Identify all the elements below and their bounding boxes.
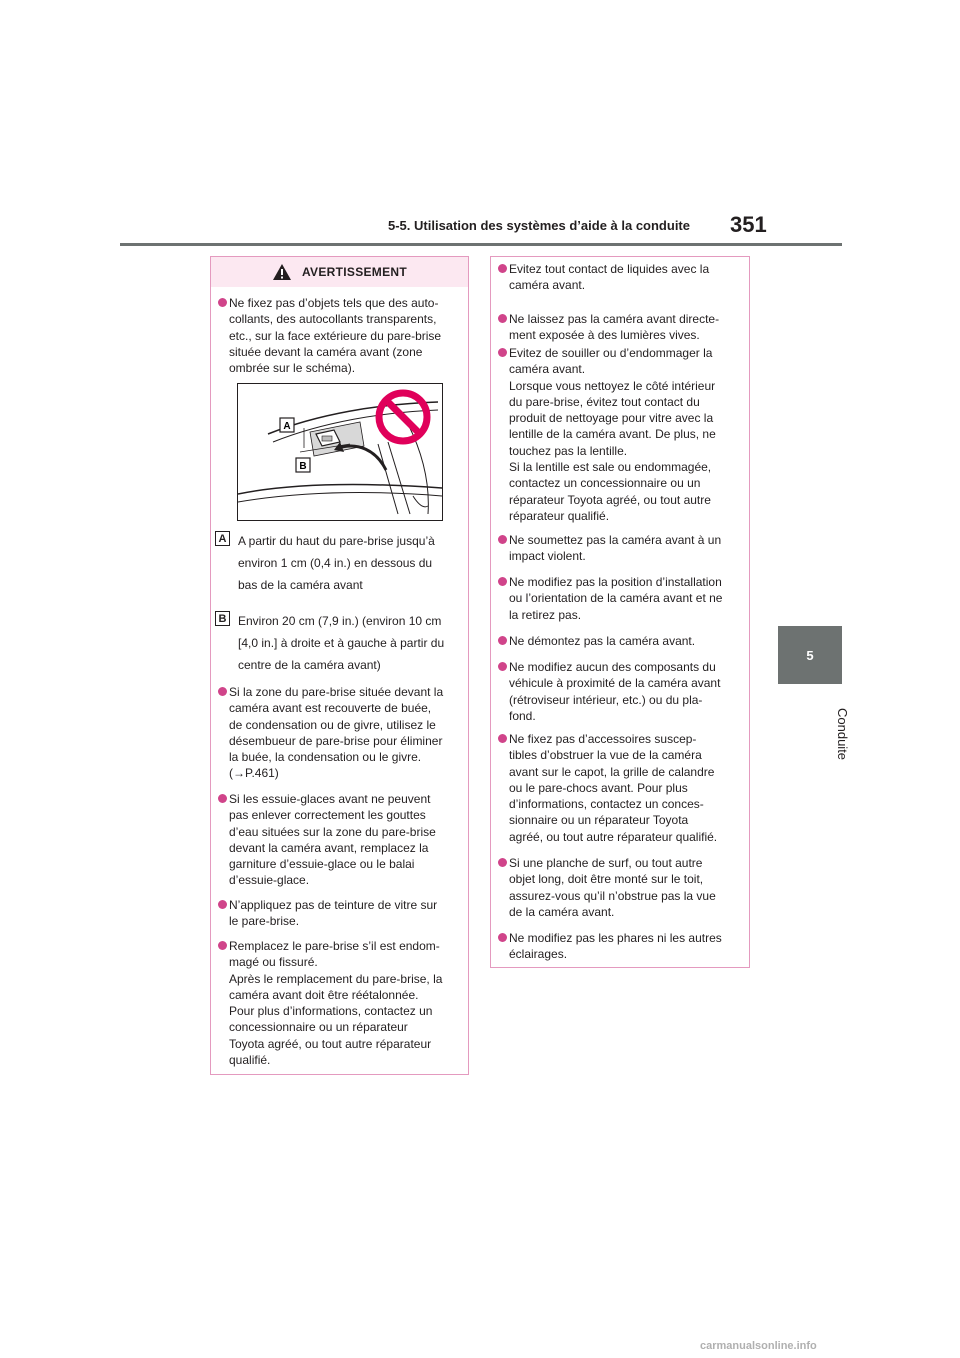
- bullet-icon: [218, 794, 227, 803]
- bullet-icon: [218, 298, 227, 307]
- warning-triangle-icon: [272, 263, 292, 281]
- chapter-tab[interactable]: [778, 626, 842, 684]
- list-item: [498, 261, 743, 294]
- bullet-icon: [498, 933, 507, 942]
- list-item: [498, 345, 743, 524]
- list-item: [218, 684, 463, 782]
- legend-badge: B: [215, 611, 230, 626]
- item-text: N’appliquez pas de teinture de vitre sur le pare-brise.: [229, 898, 438, 929]
- warning-box-left: [210, 256, 469, 1075]
- item-text: Ne modifiez pas la position d’installation ou l’orientation de la caméra avant et ne la retirez pas.: [509, 575, 723, 622]
- list-item: [218, 938, 463, 1068]
- item-text: Ne modifiez pas les phares ni les autres éclairages.: [509, 931, 722, 962]
- bullet-icon: [498, 636, 507, 645]
- list-item: [498, 930, 743, 963]
- header-rule: [120, 243, 842, 246]
- legend-text: Environ 20 cm (7,9 in.) (environ 10 cm [4,0 in.] à droite et à gauche à partir du centre de la caméra avant): [238, 614, 445, 672]
- warning-header: [211, 257, 468, 287]
- bullet-icon: [498, 264, 507, 273]
- list-item: [218, 791, 463, 889]
- bullet-icon: [218, 900, 227, 909]
- list-item: [498, 633, 743, 649]
- item-text: Evitez de souiller ou d’endommager la caméra avant. Lorsque vous nettoyez le côté intérieur du pare-brise, évitez tout contact du produit de nettoyage pour vitre avec la lentille de la caméra avant. De plus, ne touchez pas la lentille. Si la lentille est sale ou endommagée, contactez un concessionnaire ou un réparateur Toyota agréé, ou tout autre réparateur qualifié.: [509, 346, 716, 523]
- list-item: [498, 574, 743, 623]
- diagram-label-b: B: [299, 461, 307, 472]
- item-text: Ne soumettez pas la caméra avant à un impact violent.: [509, 533, 722, 564]
- item-text: Evitez tout contact de liquides avec la caméra avant.: [509, 262, 710, 293]
- item-text: Ne laissez pas la caméra avant directe- ment exposée à des lumières vives.: [509, 312, 720, 343]
- chapter-number: 5: [806, 647, 814, 663]
- item-text: Si la zone du pare-brise située devant la caméra avant est recouverte de buée, de condensation ou de givre, utilisez le désembueur de pare-brise pour éliminer la buée, la condensation ou le givre. (→P.461): [229, 685, 444, 781]
- bullet-icon: [498, 577, 507, 586]
- diagram-label-a: A: [283, 421, 291, 432]
- list-item: [498, 659, 743, 724]
- bullet-icon: [498, 858, 507, 867]
- list-item: [218, 295, 463, 376]
- item-text: Ne fixez pas d’objets tels que des auto- collants, des autocollants transparents, etc., sur la face extérieure du pare-brise située devant la caméra avant (zone ombrée sur le schéma).: [229, 296, 442, 376]
- bullet-icon: [218, 687, 227, 696]
- legend-badge: A: [215, 531, 230, 546]
- list-item: [218, 897, 463, 930]
- bullet-icon: [498, 348, 507, 357]
- footer-watermark: carmanualsonline.info: [700, 1340, 817, 1352]
- bullet-icon: [218, 941, 227, 950]
- page-number: 351: [730, 212, 767, 237]
- item-text: Ne modifiez aucun des composants du véhicule à proximité de la caméra avant (rétroviseur intérieur, etc.) ou du pla- fond.: [509, 660, 721, 723]
- list-item: [498, 532, 743, 565]
- bullet-icon: [498, 535, 507, 544]
- legend-text: A partir du haut du pare-brise jusqu’à environ 1 cm (0,4 in.) en dessous du bas de la caméra avant: [238, 534, 435, 592]
- list-item: [498, 855, 743, 920]
- bullet-icon: [498, 662, 507, 671]
- item-text: Ne démontez pas la caméra avant.: [509, 634, 696, 648]
- chapter-label: Conduite: [835, 708, 850, 761]
- item-text: Remplacez le pare-brise s’il est endom- magé ou fissuré. Après le remplacement du pare-brise, la caméra avant doit être réétalonnée. Pour plus d’informations, contactez un concessionnaire ou un réparateur Toyota agréé, ou tout autre réparateur qualifié.: [229, 939, 443, 1068]
- warning-box-right: [490, 256, 750, 968]
- warning-title: AVERTISSEMENT: [301, 265, 408, 279]
- item-text: Ne fixez pas d’accessoires suscep- tibles d’obstruer la vue de la caméra avant sur le capot, la grille de calandre ou le pare-chocs avant. Pour plus d’informations, contactez un conces- sionnaire ou un réparateur Toyota agréé, ou tout autre réparateur qualifié.: [509, 732, 718, 844]
- list-item: [498, 311, 743, 344]
- item-text: Si les essuie-glaces avant ne peuvent pas enlever correctement les gouttes d’eau situées sur la zone du pare-brise devant la caméra avant, remplacez la garniture d’essuie-glace ou le balai d’essuie-glace.: [229, 792, 436, 888]
- item-text: Si une planche de surf, ou tout autre objet long, doit être monté sur le toit, assurez-vous qu’il n’obstrue pas la vue de la caméra avant.: [509, 856, 716, 919]
- section-title: 5-5. Utilisation des systèmes d’aide à la conduite: [388, 218, 690, 233]
- list-item: [498, 731, 743, 845]
- bullet-icon: [498, 314, 507, 323]
- windshield-diagram: [237, 383, 443, 521]
- bullet-icon: [498, 734, 507, 743]
